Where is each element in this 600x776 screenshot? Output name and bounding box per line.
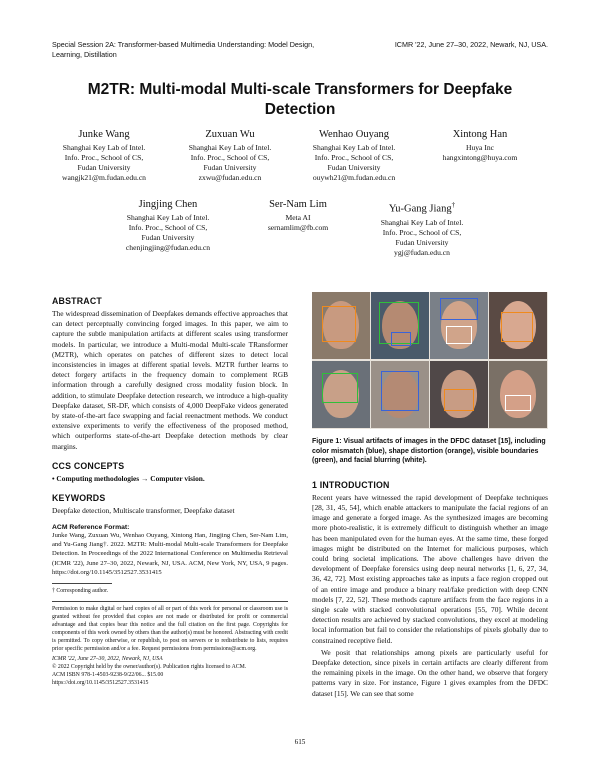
author-affiliation: Info. Proc., School of CS,	[64, 153, 144, 162]
author-email: zxwu@fudan.edu.cn	[198, 173, 262, 182]
author-email: ygj@fudan.edu.cn	[394, 247, 450, 257]
face-image	[489, 361, 547, 428]
permission-notice: Permission to make digital or hard copies of all or part of this work for personal or classroom use is granted without fee provided that copies are not made or distributed for profit or commercial advantage and that copies bear this notice and the full citation on the first page. Copyrights for components of this work owned by others than the author(s) must be honored. Abstracting with credit is permitted. To copy otherwise, or republish, to post on servers or to redistribute to lists, requires prior specific permission and/or a fee. Request permissions from permissions@acm.org.	[52, 605, 288, 652]
right-column	[312, 292, 548, 699]
author-name: Wenhao Ouyang	[318, 129, 389, 140]
author-affiliation: Meta AI	[285, 213, 311, 222]
face-image	[371, 292, 429, 359]
introduction-heading: 1 INTRODUCTION	[312, 479, 390, 490]
artifact-box-white	[505, 395, 531, 411]
copyright-venue: ICMR '22, June 27–30, 2022, Newark, NJ, USA	[52, 655, 163, 662]
face-image	[312, 292, 370, 359]
artifact-box-orange	[444, 389, 474, 411]
artifact-box-green	[322, 373, 358, 403]
page-number: 615	[294, 738, 306, 746]
face-image	[312, 361, 370, 428]
introduction-paragraph-1: Recent years have witnessed the rapid development of Deepfake techniques [28, 31, 45, 54], which enable attackers to manipulate the facial regions of an image and generate a forged image. As the synthesized images are becoming more photo-realistic, it is extremely difficult to distinguish whether an image has been manipulated even for the human eyes. At the same time, these forged images might be distributed on the Internet for malicious purposes, which could bring societal implications. The above challenges have driven the development of Deepfake forensics using deep neural networks [1, 6, 27, 34, 36, 42, 72]. Most existing approaches take as inputs a face region cropped out of an entire image and produce a binary real/fake prediction with deep CNN models [7, 22, 52]. These methods capture artifacts from the face regions in a single scale with stacked convolutional operations [55, 70]. While decent detection results are achieved by stacked convolutions, they excel at modeling local information but fail to consider the relationships of pixels globally due to constrained receptive field.	[312, 492, 548, 645]
footnote-rule	[52, 583, 112, 584]
author-affiliation: Shanghai Key Lab of Intel.	[312, 143, 396, 152]
author-name: Junke Wang	[78, 129, 130, 140]
author-email: chenjingjing@fudan.edu.cn	[125, 243, 211, 252]
author-block	[106, 198, 230, 253]
author-affiliation: Shanghai Key Lab of Intel.	[380, 217, 464, 227]
running-header-right: ICMR '22, June 27–30, 2022, Newark, NJ, USA.	[394, 40, 548, 49]
author-name: Jingjing Chen	[138, 199, 198, 210]
author-block	[292, 128, 416, 183]
figure-1	[312, 292, 548, 429]
keywords-text: Deepfake detection, Multiscale transformer, Deepfake dataset	[52, 506, 235, 516]
author-affiliation: Info. Proc., School of CS,	[382, 227, 462, 237]
permission-rule	[52, 601, 288, 602]
face-image	[430, 361, 488, 428]
author-affiliation: Fudan University	[327, 163, 381, 172]
author-affiliation: Shanghai Key Lab of Intel.	[188, 143, 272, 152]
figure-caption: Figure 1: Visual artifacts of images in the DFDC dataset [15], including color mismatch (blue), shape distortion (orange), visible boundaries (green), and facial blurring (white).	[312, 438, 546, 465]
left-column	[52, 292, 288, 687]
author-email: ouywh21@m.fudan.edu.cn	[312, 173, 396, 182]
footnote: † Corresponding author.	[52, 587, 109, 594]
abstract-heading: ABSTRACT	[52, 296, 102, 306]
reference-format-heading: ACM Reference Format:	[52, 524, 130, 532]
ccs-heading: CCS CONCEPTS	[52, 460, 125, 471]
author-name: Yu-Gang Jiang†	[388, 201, 456, 215]
author-affiliation: Info. Proc., School of CS,	[190, 153, 270, 162]
author-affiliation: Fudan University	[141, 233, 195, 242]
face-image	[489, 292, 547, 359]
artifact-box-blue	[440, 298, 478, 320]
author-affiliation: Huya Inc	[465, 143, 495, 152]
reference-format-text: Junke Wang, Zuxuan Wu, Wenhao Ouyang, Xintong Han, Jingjing Chen, Ser-Nam Lim, and Yu-Gang Jiang†. 2022. M2TR: Multi-modal Multi-scale Transformers for Deepfake Detection. In Proceedings of the 2022 International Conference on Multimedia Retrieval (ICMR '22), June 27–30, 2022, Newark, NJ, USA. ACM, New York, NY, USA, 9 pages. https://doi.org/10.1145/3512527.3531415	[52, 532, 288, 576]
author-email: wangjk21@m.fudan.edu.cn	[62, 173, 146, 182]
author-block	[236, 198, 360, 233]
author-affiliation: Fudan University	[77, 163, 131, 172]
ccs-item: • Computing methodologies → Computer vision.	[52, 473, 205, 483]
author-affiliation: Info. Proc., School of CS,	[314, 153, 394, 162]
author-block	[418, 128, 542, 163]
introduction-paragraph-2: We posit that relationships among pixels are particularly useful for Deepfake detection, since pixels in certain artifacts are clearly different from the remaining pixels in the image. On the other hand, we observe that forgery patterns vary in size. For instance, Figure 1 gives examples from the DFDC dataset [15]. We can see that some	[312, 647, 548, 698]
author-block	[168, 128, 292, 183]
abstract-text: The widespread dissemination of Deepfakes demands effective approaches that can detect perceptually convincing forged images. In this paper, we aim to capture the subtle manipulation artifacts at different scales using transformer models. In particular, we introduce a Multi-modal Multi-scale TRansformer (M2TR), which operates on patches of different sizes to detect local inconsistencies in images at different spatial levels. M2TR further learns to detect forgery artifacts in the frequency domain to complement RGB information through a carefully designed cross modality fusion block. In addition, to stimulate Deepfake detection research, we introduce a high-quality Deepfake dataset, SR-DF, which consists of 4,000 DeepFake videos generated by state-of-the-art face swapping and facial reenactment methods. We conduct extensive experiments to verify the effectiveness of the proposed method, which outperforms state-of-the-art Deepfake detection methods by clear margins.	[52, 309, 288, 451]
artifact-box-blue	[381, 371, 419, 411]
face-image	[371, 361, 429, 428]
author-email: hangxintong@huya.com	[442, 153, 518, 162]
face-image	[430, 292, 488, 359]
artifact-box-white	[446, 326, 472, 344]
author-name: Xintong Han	[452, 129, 508, 140]
keywords-heading: KEYWORDS	[52, 493, 106, 504]
author-email: sernamlim@fb.com	[267, 223, 329, 232]
author-affiliation: Fudan University	[203, 163, 257, 172]
author-affiliation: Info. Proc., School of CS,	[128, 223, 208, 232]
corresponding-mark: †	[451, 201, 456, 209]
author-block	[42, 128, 166, 183]
copyright-holder: © 2022 Copyright held by the owner/author(s). Publication rights licensed to ACM.	[52, 663, 247, 670]
author-affiliation: Fudan University	[395, 237, 449, 247]
author-block	[360, 198, 484, 258]
author-affiliation: Shanghai Key Lab of Intel.	[62, 143, 146, 152]
artifact-box-orange	[501, 312, 533, 342]
running-header-left: Special Session 2A: Transformer-based Multimedia Understanding: Model Design, Learning, Distillation	[52, 40, 315, 59]
copyright-isbn: ACM ISBN 978-1-4503-9238-9/22/06... $15.00	[52, 671, 164, 678]
copyright-doi: https://doi.org/10.1145/3512527.3531415	[52, 679, 149, 686]
author-affiliation: Shanghai Key Lab of Intel.	[126, 213, 210, 222]
paper-title: M2TR: Multi-modal Multi-scale Transformers for Deepfake Detection	[87, 81, 513, 118]
artifact-box-blue	[391, 332, 411, 346]
author-name: Ser-Nam Lim	[269, 199, 327, 210]
author-name: Zuxuan Wu	[205, 129, 255, 140]
artifact-box-orange	[322, 306, 356, 342]
